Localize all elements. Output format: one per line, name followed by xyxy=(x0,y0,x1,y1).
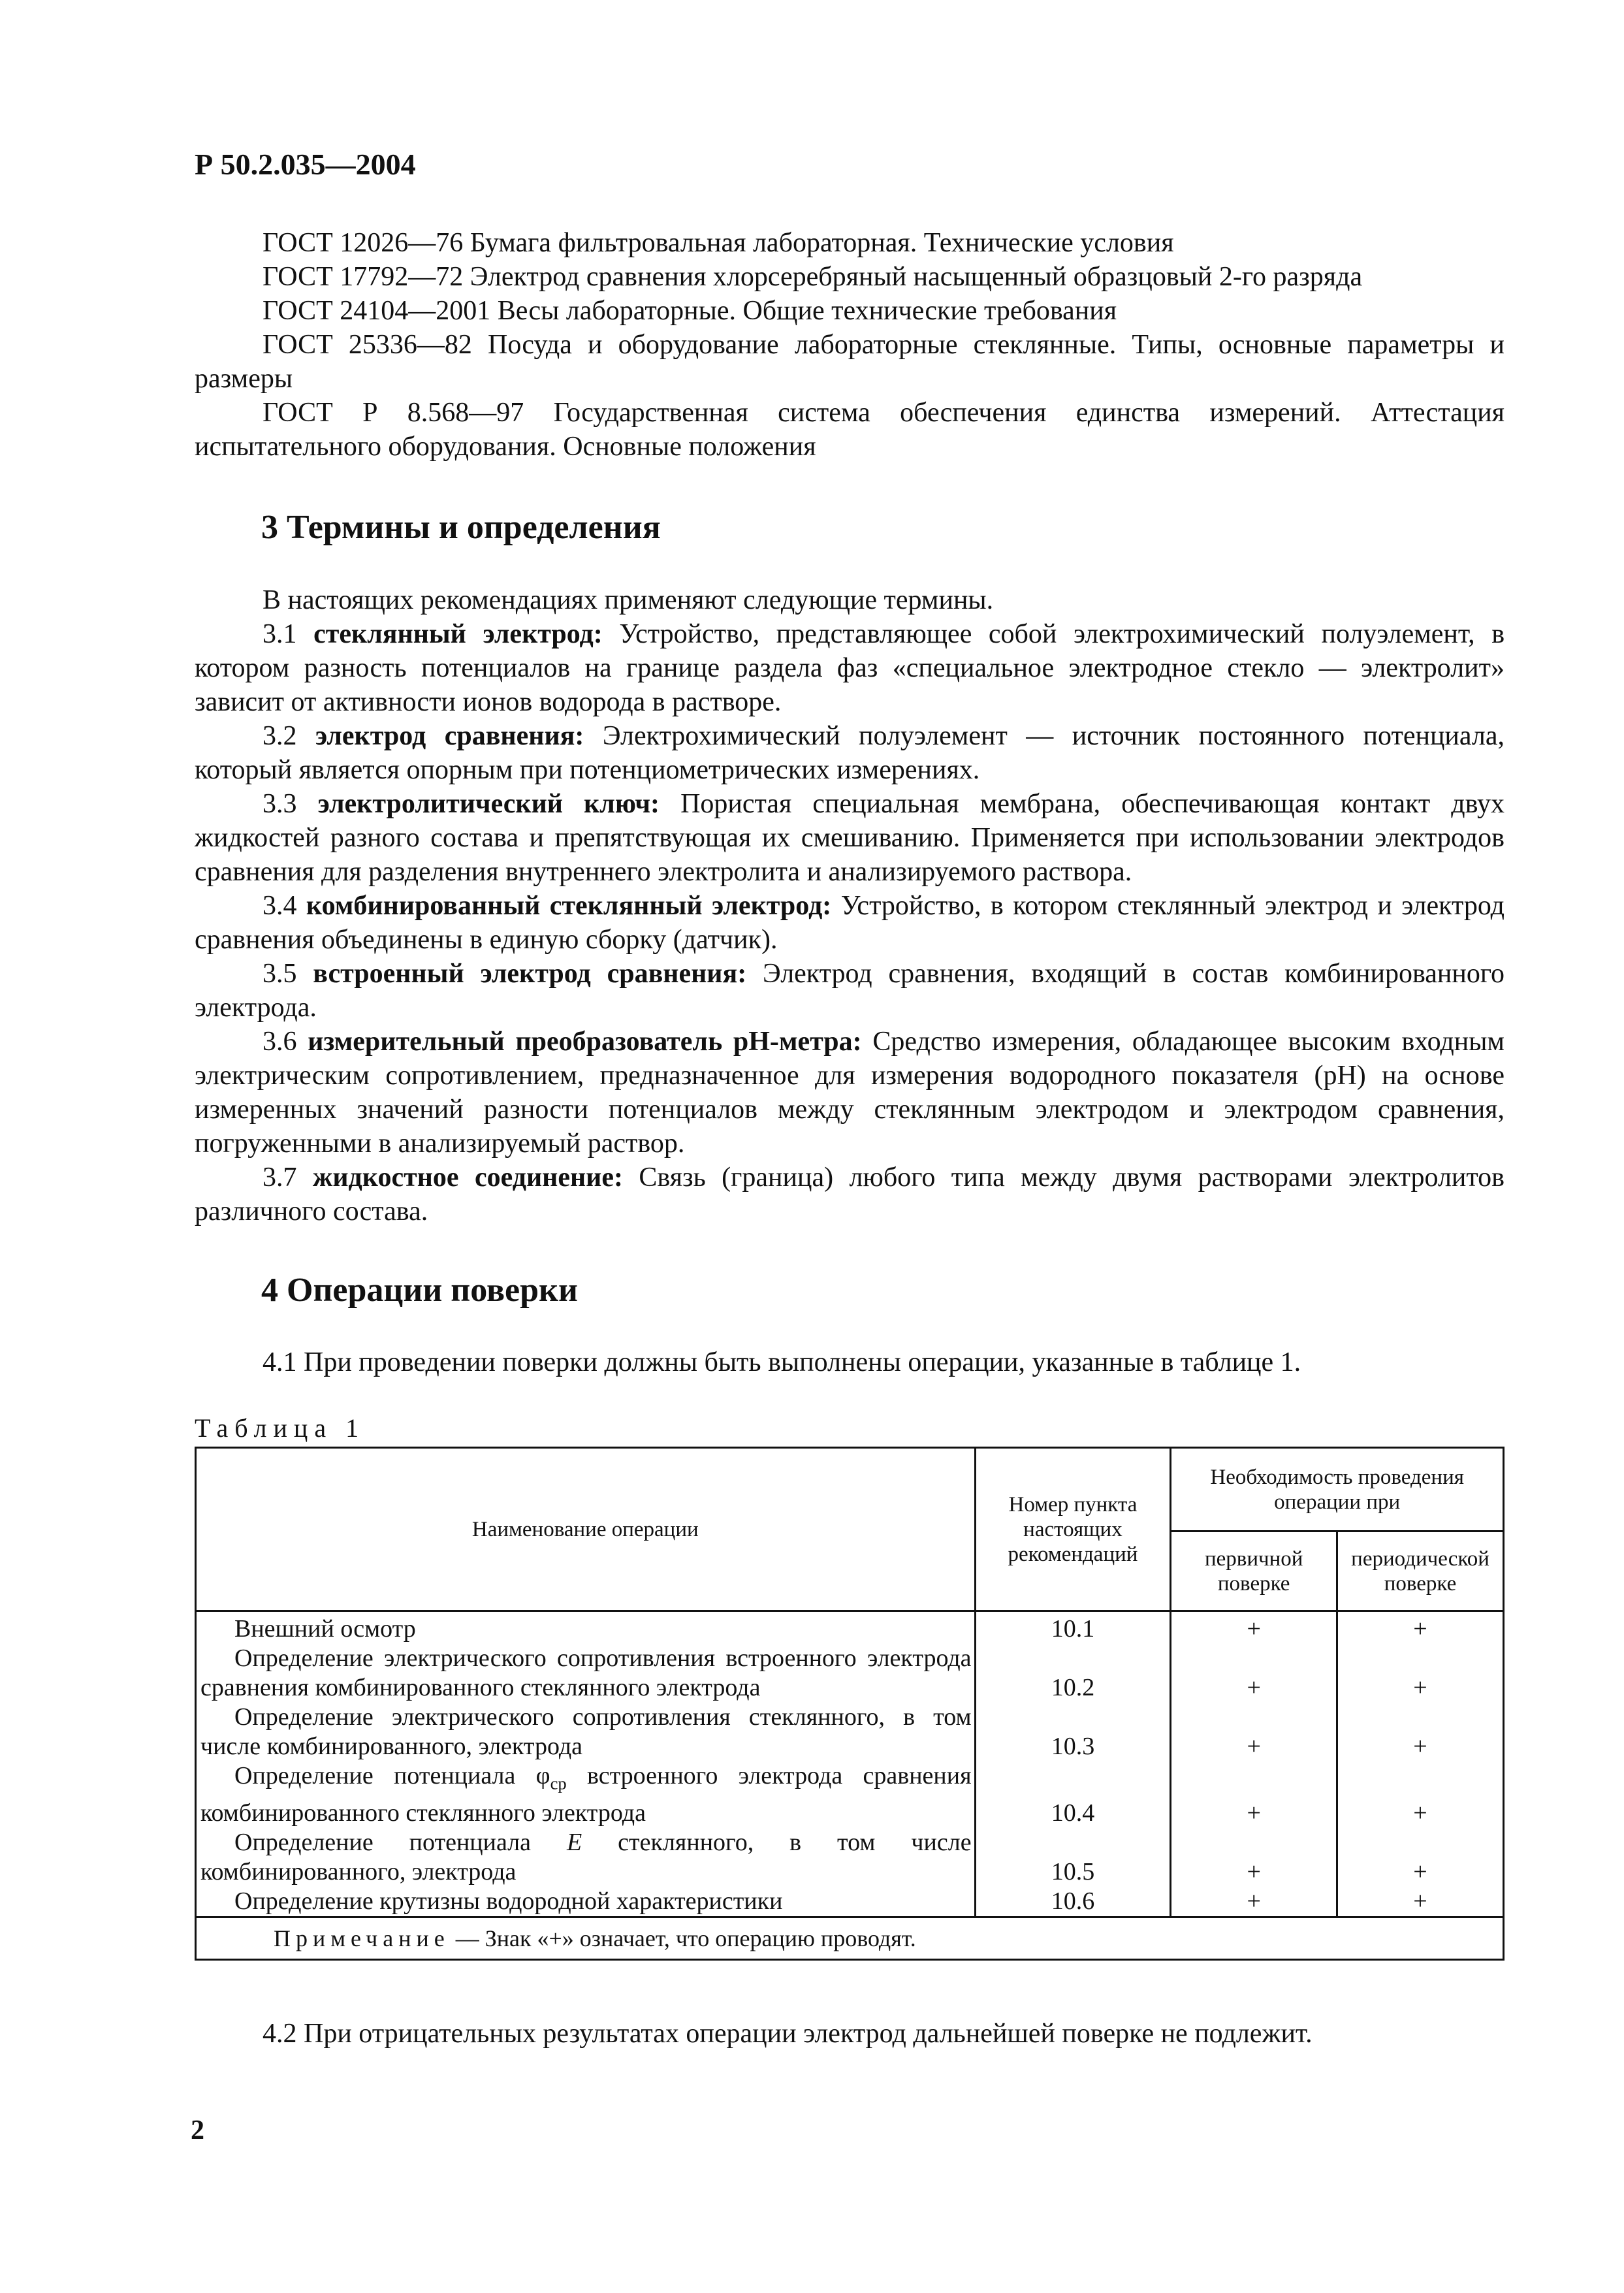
section-4-title: 4 Операции поверки xyxy=(261,1272,578,1309)
term-number: 3.7 xyxy=(263,1163,297,1193)
primary-mark: + xyxy=(1171,1703,1337,1761)
operation-name: Внешний осмотр xyxy=(196,1611,976,1644)
term-3-4 xyxy=(195,889,1505,957)
reference-gost-24104: ГОСТ 24104—2001 Весы лабораторные. Общие технические требования xyxy=(263,296,1117,326)
primary-mark: + xyxy=(1171,1611,1337,1644)
term-definition: Пористая специальная мембрана, обеспечивающая контакт двух жидкостей разного состава и препятствующая их смешиванию. Применяется при использовании электродов сравнения для разделения внутреннего электролита и анализируемого раствора. xyxy=(195,789,1505,887)
term-number: 3.1 xyxy=(263,619,297,649)
operation-name: Определение потенциала $\varphi_{ср}$ встроенного электрода сравнения комбинированного стеклянного электрода xyxy=(196,1761,976,1828)
term-3-2 xyxy=(195,719,1505,787)
term-name: электрод сравнения: xyxy=(315,721,584,751)
header-operation-name: Наименование операции xyxy=(196,1448,976,1611)
table-row xyxy=(196,1761,1504,1828)
term-3-6 xyxy=(195,1025,1505,1161)
table-row xyxy=(196,1644,1504,1703)
term-name: комбинированный стеклянный электрод: xyxy=(306,891,832,921)
term-name: встроенный электрод сравнения: xyxy=(313,959,747,989)
section-3-title: 3 Термины и определения xyxy=(261,509,661,546)
primary-mark: + xyxy=(1171,1828,1337,1887)
operations-table xyxy=(195,1447,1505,1961)
header-necessity: Необходимость проведения операции при xyxy=(1171,1448,1504,1531)
periodic-mark: + xyxy=(1337,1887,1504,1917)
reference-gost-17792: ГОСТ 17792—72 Электрод сравнения хлорсеребряный насыщенный образцовый 2-го разряда xyxy=(263,262,1363,292)
ref-number: 10.1 xyxy=(975,1611,1171,1644)
section-3-intro: В настоящих рекомендациях применяют следующие термины. xyxy=(263,585,994,615)
operation-name: Определение электрического сопротивления встроенного электрода сравнения комбинированного стеклянного электрода xyxy=(196,1644,976,1703)
header-periodic: периодической поверке xyxy=(1337,1531,1504,1611)
note-label: Примечание xyxy=(274,1925,450,1951)
periodic-mark: + xyxy=(1337,1644,1504,1703)
table-caption: Таблица 1 xyxy=(195,1413,366,1443)
table-row xyxy=(196,1887,1504,1917)
ref-number: 10.3 xyxy=(975,1703,1171,1761)
term-name: электролитический ключ: xyxy=(317,789,660,819)
header-primary: первичной поверке xyxy=(1171,1531,1337,1611)
term-number: 3.3 xyxy=(263,789,297,819)
term-3-1 xyxy=(195,617,1505,719)
header-ref-number: Номер пункта настоящих рекомендаций xyxy=(975,1448,1171,1611)
term-number: 3.6 xyxy=(263,1027,297,1057)
periodic-mark: + xyxy=(1337,1703,1504,1761)
paragraph-4-1: 4.1 При проведении поверки должны быть выполнены операции, указанные в таблице 1. xyxy=(263,1347,1301,1377)
term-3-5 xyxy=(195,957,1505,1025)
reference-gost-r-8568: ГОСТ Р 8.568—97 Государственная система обеспечения единства измерений. Аттестация испытательного оборудования. Основные положения xyxy=(195,398,1505,462)
table-row xyxy=(196,1611,1504,1644)
reference-gost-25336: ГОСТ 25336—82 Посуда и оборудование лабораторные стеклянные. Типы, основные параметры и размеры xyxy=(195,330,1505,394)
periodic-mark: + xyxy=(1337,1611,1504,1644)
operation-name: Определение электрического сопротивления стеклянного, в том числе комбинированного, электрода xyxy=(196,1703,976,1761)
primary-mark: + xyxy=(1171,1887,1337,1917)
table-row xyxy=(196,1828,1504,1887)
operation-name: Определение потенциала E стеклянного, в том числе комбинированного, электрода xyxy=(196,1828,976,1887)
term-number: 3.5 xyxy=(263,959,297,989)
ref-number: 10.5 xyxy=(975,1828,1171,1887)
note-text: — Знак «+» означает, что операцию проводят. xyxy=(449,1925,916,1951)
term-name: жидкостное соединение: xyxy=(312,1163,624,1193)
document-code: Р 50.2.035—2004 xyxy=(195,148,416,181)
operation-name: Определение крутизны водородной характеристики xyxy=(196,1887,976,1917)
term-number: 3.4 xyxy=(263,891,297,921)
term-3-3 xyxy=(195,787,1505,889)
ref-number: 10.2 xyxy=(975,1644,1171,1703)
page-number: 2 xyxy=(191,2115,204,2145)
term-definition: Устройство, представляющее собой электрохимический полуэлемент, в котором разность потенциалов на границе раздела фаз «специальное электродное стекло — электролит» зависит от активности ионов водорода в растворе. xyxy=(195,619,1505,717)
term-3-7 xyxy=(195,1161,1505,1228)
periodic-mark: + xyxy=(1337,1828,1504,1887)
term-definition: Устройство, в котором стеклянный электрод и электрод сравнения объединены в единую сборку (датчик). xyxy=(195,891,1505,955)
primary-mark: + xyxy=(1171,1644,1337,1703)
term-definition: Электрод сравнения, входящий в состав комбинированного электрода. xyxy=(195,959,1505,1023)
reference-gost-12026: ГОСТ 12026—76 Бумага фильтровальная лабораторная. Технические условия xyxy=(263,228,1174,258)
ref-number: 10.4 xyxy=(975,1761,1171,1828)
periodic-mark: + xyxy=(1337,1761,1504,1828)
paragraph-4-2: 4.2 При отрицательных результатах операции электрод дальнейшей поверке не подлежит. xyxy=(263,2019,1313,2049)
term-number: 3.2 xyxy=(263,721,297,751)
term-definition: Связь (граница) любого типа между двумя растворами электролитов различного состава. xyxy=(195,1163,1505,1227)
term-definition: Электрохимический полуэлемент — источник постоянного потенциала, который является опорным при потенциометрических измерениях. xyxy=(195,721,1505,785)
table-note xyxy=(196,1917,1504,1959)
term-name: стеклянный электрод: xyxy=(313,619,603,649)
ref-number: 10.6 xyxy=(975,1887,1171,1917)
term-name: измерительный преобразователь рН-метра: xyxy=(308,1027,862,1057)
primary-mark: + xyxy=(1171,1761,1337,1828)
table-row xyxy=(196,1703,1504,1761)
term-definition: Средство измерения, обладающее высоким входным электрическим сопротивлением, предназначенное для измерения водородного показателя (рН) на основе измеренных значений разности потенциалов между стеклянным электродом и электродом сравнения, погруженными в анализируемый раствор. xyxy=(195,1027,1505,1159)
